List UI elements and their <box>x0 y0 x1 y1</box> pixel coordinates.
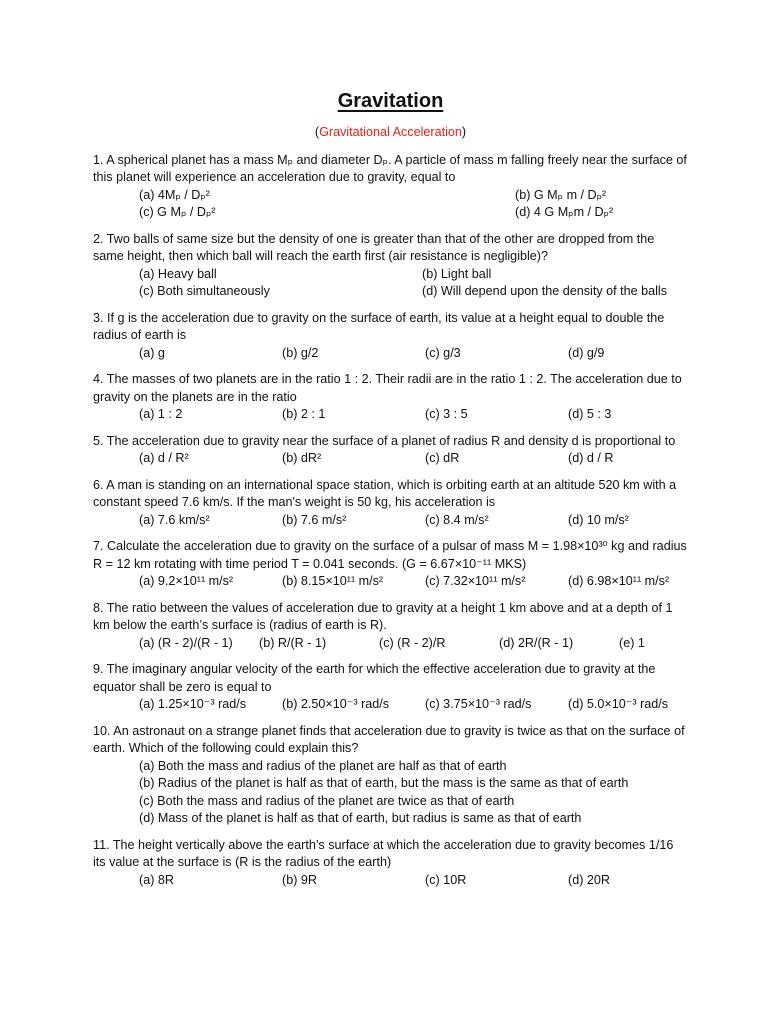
question-text: 7. Calculate the acceleration due to gravity on the surface of a pulsar of mass M = 1.98×10³⁰ kg and radius R = 12 km rotating with time period T = 0.041 seconds. (G = 6.67×10⁻¹¹ MKS) <box>93 539 687 571</box>
subtitle-open-paren: ( <box>314 125 320 139</box>
option-b: (b) dR² <box>282 451 322 465</box>
option-a: (a) 9.2×10¹¹ m/s² <box>139 574 234 588</box>
subtitle-close-paren: ) <box>461 125 467 139</box>
option-a: (a) 7.6 km/s² <box>139 512 210 527</box>
option-c: (c) 7.32×10¹¹ m/s² <box>425 574 526 588</box>
option-a: (a) 1 : 2 <box>139 407 183 421</box>
question-text: 9. The imaginary angular velocity of the earth for which the effective acceleration due to gravity at the equator shall be zero is equal to <box>93 662 656 694</box>
option-d: (d) Mass of the planet is half as that of earth, but radius is same as that of earth <box>139 811 582 825</box>
option-b: (b) G Mₚ m / Dₚ² <box>515 187 607 202</box>
option-e: (e) 1 <box>619 635 645 650</box>
question-8 <box>93 600 688 653</box>
question-5 <box>93 433 688 468</box>
option-d: (d) 5.0×10⁻³ rad/s <box>568 697 669 711</box>
option-a: (a) d / R² <box>139 451 189 465</box>
question-4 <box>93 371 688 424</box>
option-d: (d) g/9 <box>568 345 605 360</box>
question-11 <box>93 837 688 890</box>
option-b: (b) Light ball <box>422 266 492 281</box>
option-a: (a) 4Mₚ / Dₚ² <box>139 187 210 202</box>
option-b: (b) Radius of the planet is half as that of earth, but the mass is the same as that of earth <box>139 776 629 790</box>
question-text: 5. The acceleration due to gravity near the surface of a planet of radius R and density d is proportional to <box>93 433 676 448</box>
option-b: (b) 8.15×10¹¹ m/s² <box>282 574 384 588</box>
options <box>93 758 688 828</box>
options <box>93 345 688 363</box>
option-c: (c) Both simultaneously <box>139 284 270 298</box>
option-d: (d) 10 m/s² <box>568 512 629 527</box>
option-c: (c) 10R <box>425 872 467 887</box>
options <box>93 872 688 890</box>
options <box>93 450 688 468</box>
question-6 <box>93 477 688 530</box>
question-1 <box>93 152 688 222</box>
option-b: (b) 7.6 m/s² <box>282 512 347 527</box>
question-text: 2. Two balls of same size but the density of one is greater than that of the other are dropped from the same height, then which ball will reach the earth first (air resistance is negligible)? <box>93 231 655 263</box>
option-a: (a) (R - 2)/(R - 1) <box>139 635 233 650</box>
option-d: (d) 6.98×10¹¹ m/s² <box>568 574 670 588</box>
option-b: (b) g/2 <box>282 345 319 360</box>
question-text: 3. If g is the acceleration due to gravity on the surface of earth, its value at a height equal to double the radius of earth is <box>93 310 665 342</box>
question-text: 11. The height vertically above the earth’s surface at which the acceleration due to gravity becomes 1/16 its value at the surface is (R is the radius of the earth) <box>93 837 674 869</box>
options <box>93 635 688 653</box>
question-text: 8. The ratio between the values of acceleration due to gravity at a height 1 km above and at a depth of 1 km below the earth’s surface is (radius of earth is R). <box>93 600 673 632</box>
page-title: Gravitation <box>337 90 444 112</box>
option-c: (c) 3 : 5 <box>425 407 468 421</box>
question-7 <box>93 538 688 591</box>
option-c: (c) (R - 2)/R <box>379 635 446 650</box>
question-text: 10. An astronaut on a strange planet finds that acceleration due to gravity is twice as that on the surface of earth. Which of the following could explain this? <box>93 723 685 755</box>
option-d: (d) d / R <box>568 451 614 465</box>
question-10 <box>93 723 688 828</box>
page-subtitle <box>93 124 688 142</box>
question-2 <box>93 231 688 301</box>
option-c: (c) 8.4 m/s² <box>425 512 489 527</box>
question-3 <box>93 310 688 363</box>
option-a: (a) 8R <box>139 872 174 887</box>
option-b: (b) 9R <box>282 872 317 887</box>
option-d: (d) 20R <box>568 872 610 887</box>
option-b: (b) 2 : 1 <box>282 407 326 421</box>
option-a: (a) Heavy ball <box>139 266 217 281</box>
option-c: (c) G Mₚ / Dₚ² <box>139 205 216 219</box>
question-text: 4. The masses of two planets are in the ratio 1 : 2. Their radii are in the ratio 1 : 2. The acceleration due to gravity on the planets are in the ratio <box>93 372 682 404</box>
question-9 <box>93 661 688 714</box>
option-d: (d) 5 : 3 <box>568 407 612 421</box>
question-text: 1. A spherical planet has a mass Mₚ and diameter Dₚ. A particle of mass m falling freely near the surface of this planet will experience an acceleration due to gravity, equal to <box>93 152 687 184</box>
option-d: (d) Will depend upon the density of the balls <box>422 284 668 298</box>
options <box>93 406 688 424</box>
options <box>93 266 688 301</box>
option-b: (b) 2.50×10⁻³ rad/s <box>282 697 390 711</box>
option-a: (a) Both the mass and radius of the planet are half as that of earth <box>139 758 507 773</box>
option-a: (a) g <box>139 345 165 360</box>
option-c: (c) Both the mass and radius of the planet are twice as that of earth <box>139 793 515 808</box>
option-c: (c) dR <box>425 451 460 465</box>
options <box>93 696 688 714</box>
option-d: (d) 2R/(R - 1) <box>499 635 574 650</box>
options <box>93 573 688 591</box>
option-d: (d) 4 G Mₚm / Dₚ² <box>515 205 614 219</box>
option-c: (c) g/3 <box>425 345 461 360</box>
options <box>93 512 688 530</box>
options <box>93 187 688 222</box>
question-text: 6. A man is standing on an international space station, which is orbiting earth at an altitude 520 km with a constant speed 7.6 km/s. If the man's weight is 50 kg, his acceleration is <box>93 477 677 509</box>
option-b: (b) R/(R - 1) <box>259 635 327 650</box>
subtitle-text: Gravitational Acceleration <box>319 125 462 139</box>
option-c: (c) 3.75×10⁻³ rad/s <box>425 697 532 711</box>
option-a: (a) 1.25×10⁻³ rad/s <box>139 697 247 711</box>
